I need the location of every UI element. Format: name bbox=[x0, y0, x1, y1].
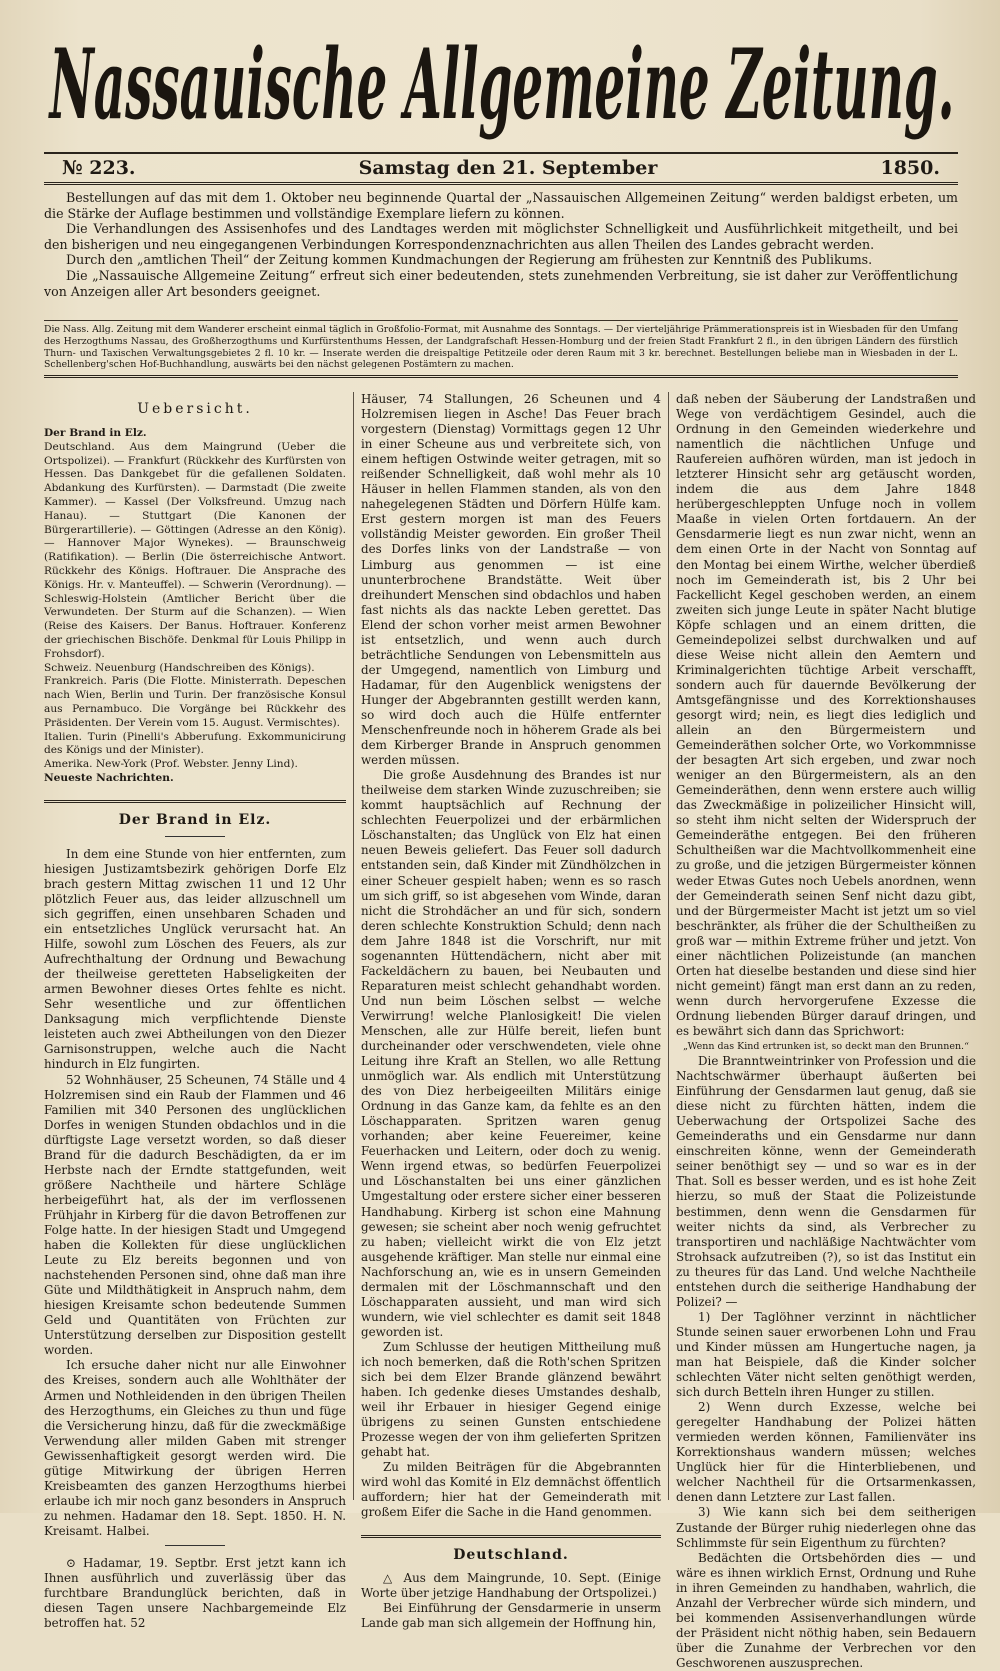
issue-number: № 223. bbox=[62, 157, 136, 179]
article-paragraph: ⊙ Hadamar, 19. Septbr. Erst jetzt kann ich Ihnen ausführlich und zuverlässig über das furchtbare Brandunglück berichten, daß in diesen Tagen unsere Nachbargemeinde Elz betroffen hat. 52 bbox=[44, 1555, 346, 1631]
column-3 bbox=[676, 392, 976, 1670]
article-paragraph: daß neben der Säuberung der Landstraßen und Wege von verdächtigem Gesindel, auch die Ordnung in den Gemeinden wiederkehre und namentlich die nächtlichen Unfuge und Raufereien aufhören würden, man ist jedoch in letzterer Hinsicht sehr arg getäuscht worden, indem die aus dem Jahre 1848 herübergeschleppten Unfuge noch in vollem Maaße in vielen Orten fortdauern. An der Gensdarmerie liegt es nun zwar nicht, wenn an dem einen Orte in der Nacht von Sonntag auf den Montag bei einem Wirthe, welcher überdieß noch im Gemeinderath ist, bis 2 Uhr bei Fackellicht Kegel geschoben werden, an einem zweiten sich junge Leute in später Nacht blutige Köpfe schlagen und an einem dritten, die Gemeindepolizei selbst durchwalken und auf diese Weise nicht allein den Aemtern und Kriminalgerichten tüchtige Arbeit verschafft, sondern auch für dauernde Bevölkerung der Amtsgefängnisse und des Korrektionshauses gesorgt wird; nein, es liegt dies lediglich und allein an den Bürgermeistern und Gemeinderäthen solcher Orte, wo Vorkommnisse der besagten Art sich ergeben, und zwar noch weniger an den Bürgermeistern, als an den Gemeinderäthen, denn wenn erstere auch willig das Zweckmäßige in polizeilicher Hinsicht will, so steht ihm nicht selten der Widerspruch der Gemeinderäthe entgegen. Bei den früheren Schultheißen war die Machtvollkommenheit eine zu große, und die jetzigen Bürgermeister können weder Etwas Gutes noch Uebels anordnen, wenn der Gemeinderath seinen Senf nicht dazu gibt, und der Bürgermeister Macht ist jetzt um so viel beschränkter, als früher die der Schultheißen zu groß war — mithin Extreme früher und jetzt. Von einer nächtlichen Polizeistunde (an manchen Orten hat dieselbe bestanden und diese sind hier nicht gemeint) fängt man erst dann an zu reden, wenn durch hervorgerufene Exzesse die Ordnung liebenden Bürger darauf dringen, und es bewährt sich dann das Sprichwort: bbox=[676, 392, 976, 1038]
article-paragraph: In dem eine Stunde von hier entfernten, zum hiesigen Justizamtsbezirk gehörigen Dorfe Elz brach gestern Mittag zwischen 11 und 12 Uhr plötzlich Feuer aus, das leider allzuschnell um sich gegriffen, einen unsehbaren Schaden und ein entsetzliches Unglück verursacht hat. An Hilfe, sowohl zum Löschen des Feuers, als zur Aufrechthaltung der Ordnung und Bewachung der theilweise geretteten Habseligkeiten der armen Bewohner dieses Ortes fehlte es nicht. Sehr wesentliche und zur öffentlichen Danksagung mich verpflichtende Dienste leisteten auch zwei Abtheilungen von den Diezer Garnisonstruppen, welche auch die Nacht hindurch in Elz fungirten. bbox=[44, 846, 346, 1072]
article-paragraph: Die große Ausdehnung des Brandes ist nur theilweise dem starken Winde zuzuschreiben; sie kommt hauptsächlich auf Rechnung der schlechten Feuerpolizei und der erbärmlichen Löschanstalten; das Unglück von Elz hat einen neuen Beweis geliefert. Das Feuer soll dadurch entstanden sein, daß Kinder mit Zündhölzchen in einer Scheuer gespielt haben; wenn es so rasch um sich griff, so ist abgesehen vom Winde, daran nicht die Strohdächer an und für sich, sondern deren schlechte Konstruktion Schuld; denn nach dem Jahre 1848 ist die Vorschrift, nur mit sogenannten Hüttendächern, nicht aber mit Fackeldächern zu bauen, bei Neubauten und Reparaturen meist schlecht gehandhabt worden. Und nun beim Löschen selbst — welche Verwirrung! welche Planlosigkeit! Die vielen Menschen, alle zur Hülfe bereit, liefen bunt durcheinander oder verschwendeten, viele ohne Leitung ihre Kraft an Stellen, wo alle Rettung unmöglich war. Als endlich mit Unterstützung des von Diez herbeigeeilten Militärs einige Ordnung in das Ganze kam, da fehlte es an den Löschapparaten. Spritzen waren genug vorhanden; aber keine Feuereimer, keine Feuerhacken und Leitern, oder doch zu wenig. Wenn irgend etwas, so bedürfen Feuerpolizei und Löschanstalten bei uns einer gänzlichen Umgestaltung oder erstere sicher einer besseren Handhabung. Kirberg ist schon eine Mahnung gewesen; sie scheint aber noch wenig gefruchtet zu haben; vielleicht wirkt die von Elz jetzt ausgehende kräftiger. Man stelle nur einmal eine Nachforschung an, wie es in unsern Gemeinden dermalen mit der Löschmannschaft und den Löschapparaten aussieht, und man wird sich wundern, wie viel schlechter es damit seit 1848 geworden ist. bbox=[361, 768, 661, 1339]
article-paragraph: △ Aus dem Maingrunde, 10. Sept. (Einige Worte über jetzige Handhabung der Ortspolizei.) bbox=[361, 1570, 661, 1600]
masthead-title-graphic bbox=[40, 18, 965, 146]
overview-heading: Uebersicht. bbox=[137, 401, 253, 417]
issue-date: Samstag den 21. September bbox=[358, 157, 658, 179]
article-paragraph: Bei Einführung der Gensdarmerie in unserm Lande gab man sich allgemein der Hoffnung hin, bbox=[361, 1600, 661, 1630]
germany-section-heading: Deutschland. bbox=[453, 1546, 569, 1563]
notice-paragraph: Bestellungen auf das mit dem 1. Oktober neu beginnende Quartal der „Nassauischen Allgemeinen Zeitung“ werden baldigst erbeten, um die Stärke der Auflage bestimmen und vollständige Exemplare liefern zu können. bbox=[44, 190, 958, 221]
overview-item: Italien. Turin (Pinelli's Abberufung. Exkommunicirung des Königs und der Minister). bbox=[44, 730, 346, 757]
article-paragraph: Zum Schlusse der heutigen Mittheilung muß ich noch bemerken, daß die Roth'schen Spritzen sich bei dem Elzer Brande glänzend bewährt haben. Ich gedenke dieses Umstandes deshalb, weil ihr Erbauer in hiesiger Gegend einige übrigens zu seinen Gunsten entschiedene Prozesse wegen der von ihm gelieferten Spritzen gehabt hat. bbox=[361, 1339, 661, 1460]
notice-paragraph: Durch den „amtlichen Theil“ der Zeitung kommen Kundmachungen der Regierung am frühesten zur Kenntniß des Publikums. bbox=[66, 252, 873, 268]
short-rule bbox=[165, 836, 225, 837]
article-paragraph: 3) Wie kann sich bei dem seitherigen Zustande der Bürger ruhig niederlegen ohne das Schlimmste für sein Eigenthum zu fürchten? bbox=[676, 1505, 976, 1550]
overview-item: Neueste Nachrichten. bbox=[44, 771, 174, 784]
column-1 bbox=[44, 392, 346, 1631]
overview-item: Der Brand in Elz. bbox=[44, 427, 147, 440]
article-paragraph: 52 Wohnhäuser, 25 Scheunen, 74 Ställe und 4 Holzremisen sind ein Raub der Flammen und 46 Familien mit 340 Personen des unglücklichen Dorfes in wenigen Stunden obdachlos und in die dürftigste Lage versetzt worden, so daß dieser Brand für die dadurch Beschädigten, da er im Herbste nach der Erndte stattgefunden, weit größere Nachtheile und härtere Schläge herbeigeführt hat, als der im verflossenen Frühjahr in Kirberg für die davon Betroffenen zur Folge hatte. In der hiesigen Stadt und Umgegend haben die Kollekten für diese unglücklichen Leute zu Elz bereits begonnen und von nachstehenden Personen sind, ohne daß man ihre Güte und Mildthätigkeit in Anspruch nahm, dem hiesigen Kreisamte schon bedeutende Summen Geld und Quantitäten von Früchten zur Unterstützung derselben zur Disposition gestellt worden. bbox=[44, 1072, 346, 1358]
overview-item: Deutschland. Aus dem Maingrund (Ueber die Ortspolizei). — Frankfurt (Rückkehr des Kurfürsten von Hessen. Das Dankgebet für die gefallenen Soldaten. Abdankung des Kurfürsten). — Darmstadt (Die zweite Kammer). — Kassel (Der Volksfreund. Umzug nach Hanau). — Stuttgart (Die Kanonen der Bürgerartillerie). — Göttingen (Adresse an den König). — Hannover Major Wynekes). — Braunschweig (Ratifikation). — Berlin (Die österreichische Antwort. Rückkehr des Königs. Hoftrauer. Die Ansprache des Königs. Hr. v. Manteuffel). — Schwerin (Verordnung). — Schleswig-Holstein (Amtlicher Bericht über die Verwundeten. Der Sturm auf die Schanzen). — Wien (Reise des Kaisers. Der Banus. Hoftrauer. Konferenz der griechischen Bischöfe. Denkmal für Louis Philipp in Frohsdorf). bbox=[44, 440, 346, 660]
notice-paragraph: Die Verhandlungen des Assisenhofes und des Landtages werden mit möglichster Schnelligkeit und Ausführlichkeit mitgetheilt, und bei den bisherigen und neu eingegangenen Verbindungen Korrespondenznachrichten aus allen Theilen des Landes gebracht werden. bbox=[44, 221, 958, 252]
article-paragraph: 1) Der Taglöhner verzinnt in nächtlicher Stunde seinen sauer erworbenen Lohn und Frau und Kinder müssen am Hungertuche nagen, ja man hat Beispiele, daß die Kinder solcher schlechten Väter nicht selten genöthigt werden, sich durch Betteln ihren Hunger zu stillen. bbox=[676, 1309, 976, 1400]
dateline bbox=[44, 152, 958, 185]
publication-terms: Die Nass. Allg. Zeitung mit dem Wanderer erscheint einmal täglich in Großfolio-Format, mit Ausnahme des Sonntags. — Der vierteljährige Prämmerationspreis ist in Wiesbaden für den Umfang des Herzogthums Nassau, des Großherzogthums und Kurfürstenthums Hessen, der Landgrafschaft Hessen-Homburg und der freien Stadt Frankfurt 2 fl., in den übrigen Ländern des fürstlich Thurn- und Taxischen Verwaltungsgebietes 2 fl. 10 kr. — Inserate werden die dreispaltige Petitzeile oder deren Raum mit 3 kr. berechnet. Bestellungen beliebe man in Wiesbaden in der L. Schellenberg'schen Hof-Buchhandlung, auswärts bei den nächst gelegenen Postämtern zu machen. bbox=[44, 320, 958, 378]
overview-item: Schweiz. Neuenburg (Handschreiben des Königs). bbox=[44, 661, 315, 674]
section-divider bbox=[361, 1535, 661, 1538]
fire-article-heading: Der Brand in Elz. bbox=[118, 811, 272, 828]
overview-list bbox=[44, 427, 346, 786]
proverb-quote: „Wenn das Kind ertrunken ist, so deckt man den Brunnen.“ bbox=[683, 1041, 969, 1053]
overview-item: Amerika. New-York (Prof. Webster. Jenny Lind). bbox=[44, 758, 298, 771]
article-paragraph: Zu milden Beiträgen für die Abgebrannten wird wohl das Komité in Elz demnächst öffentlich auffordern; hier hat der Gemeinderath mit großem Eifer die Sache in die Hand genommen. bbox=[361, 1460, 661, 1520]
notice-paragraph: Die „Nassauische Allgemeine Zeitung“ erfreut sich einer bedeutenden, stets zunehmenden Verbreitung, sie ist daher zur Veröffentlichung von Anzeigen aller Art besonders geeignet. bbox=[44, 267, 958, 299]
overview-item: Frankreich. Paris (Die Flotte. Ministerrath. Depeschen nach Wien, Berlin und Turin. Der französische Konsul aus Pernambuco. Die Vorgänge bei Rückkehr des Präsidenten. Der Verein vom 15. August. Vermischtes). bbox=[44, 675, 346, 729]
article-paragraph: 2) Wenn durch Exzesse, welche bei geregelter Handhabung der Polizei hätten vermieden werden können, Familienväter ins Korrektionshaus wandern müssen; welches Unglück hier für die Hinterbliebenen, und welcher Nachtheil für die Ortsarmenkassen, denen dann Letztere zur Last fallen. bbox=[676, 1400, 976, 1505]
short-rule bbox=[165, 1545, 225, 1546]
masthead-title: Nassauische Allgemeine Zeitung. bbox=[47, 28, 955, 141]
column-2 bbox=[361, 392, 661, 1630]
column-rule bbox=[353, 392, 354, 1500]
article-paragraph: Bedächten die Ortsbehörden dies — und wäre es ihnen wirklich Ernst, Ordnung und Ruhe in ihren Gemeinden zu handhaben, wahrlich, die Anzahl der Verbrecher würde sich mindern, und bei kommenden Assisenverhandlungen würde der Präsident nicht nöthig haben, sein Bedauern über die Zunahme der Verbrechen vor den Geschworenen auszusprechen. bbox=[676, 1550, 976, 1670]
masthead bbox=[40, 18, 965, 146]
column-rule bbox=[668, 392, 669, 1500]
subscription-notice bbox=[44, 190, 958, 314]
article-paragraph: Häuser, 74 Stallungen, 26 Scheunen und 4 Holzremisen liegen in Asche! Das Feuer brach vorgestern (Dienstag) Vormittags gegen 12 Uhr in einer Scheune aus und verbreitete sich, von einem heftigen Ostwinde weiter getragen, mit so reißender Schnelligkeit, daß wohl mehr als 10 Häuser in hellen Flammen standen, als von den nahegelegenen Städten und Dörfern Hülfe kam. Erst gestern morgen ist man des Feuers vollständig Meister geworden. Ein großer Theil des Dorfes links von der Landstraße — von Limburg aus genommen — ist eine ununterbrochene Brandstätte. Weit über dreihundert Menschen sind obdachlos und haben fast nichts als das nackte Leben gerettet. Das Elend der schon vorher meist armen Bewohner ist entsetzlich, und wenn auch durch beträchtliche Sendungen von Lebensmitteln aus der Umgegend, namentlich von Limburg und Hadamar, für den Augenblick wenigstens der Hunger der Abgebrannten gestillt werden kann, so wird doch auch die Hülfe entfernter Menschenfreunde noch in höherem Grade als bei dem Kirberger Brande in Anspruch genommen werden müssen. bbox=[361, 392, 661, 768]
article-paragraph: Die Branntweintrinker von Profession und die Nachtschwärmer überhaupt äußerten bei Einführung der Gensdarmen laut genug, daß sie diese nicht zu fürchten hätten, indem die Ueberwachung der Ortspolizei Sache des Gemeinderaths und ein Gensdarme nur dann einschreiten könne, wenn der Gemeinderath seiner benöthigt sey — und so war es in der That. Soll es besser werden, und es ist hohe Zeit hierzu, so muß der Staat die Polizeistunde bestimmen, denn wenn die Gensdarmen für weiter nichts da sind, als Verbrecher zu transportiren und nachläßige Nachtwächter vom Strohsack aufzutreiben (?), so ist das Institut ein zu theures für das Land. Und welche Nachtheile entstehen durch die seitherige Handhabung der Polizei? — bbox=[676, 1054, 976, 1309]
article-paragraph: Ich ersuche daher nicht nur alle Einwohner des Kreises, sondern auch alle Wohlthäter der Armen und Nothleidenden in den übrigen Theilen des Herzogthums, ein Gleiches zu thun und füge die Versicherung hinzu, daß für die zweckmäßige Verwendung aller milden Gaben mit strenger Gewissenhaftigkeit gesorgt werden wird. Die gütige Mitwirkung der übrigen Herren Kreisbeamten des ganzen Herzogthums hierbei erlaube ich mir noch ganz besonders in Anspruch zu nehmen. Hadamar den 18. Sept. 1850. H. N. Kreisamt. Halbei. bbox=[44, 1358, 346, 1538]
issue-year: 1850. bbox=[880, 157, 940, 179]
section-divider bbox=[44, 800, 346, 803]
